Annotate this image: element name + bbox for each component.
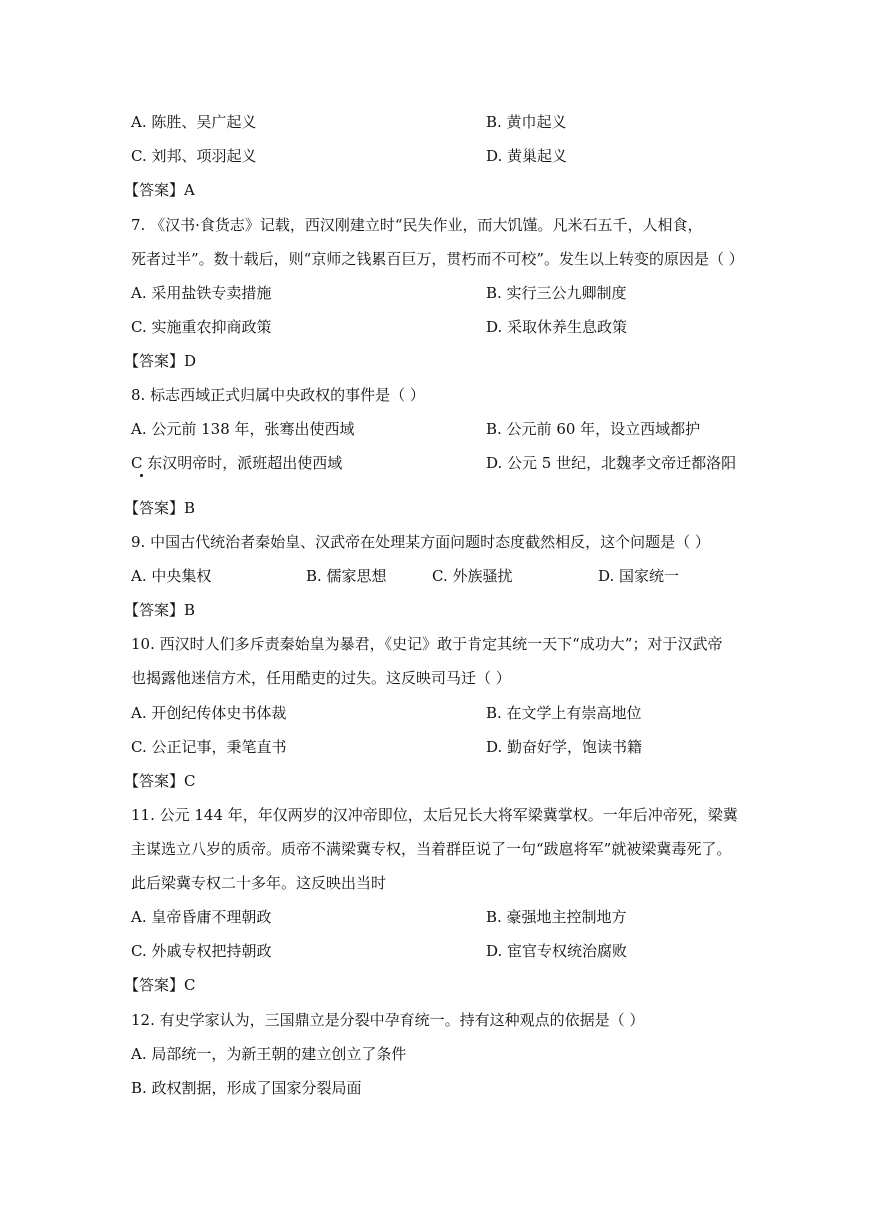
q11-stem-line-2: 主谋选立八岁的质帝。质帝不满梁冀专权，当着群臣说了一句“跋扈将军”就被梁冀毒死了。: [131, 840, 732, 858]
q12-option-b: B. 政权割据，形成了国家分裂局面: [131, 1079, 362, 1097]
q8-option-c: C 东汉明帝时，派班超出使西域: [131, 454, 343, 472]
q9-option-a: A. 中央集权: [131, 567, 212, 585]
q7-stem-line-2: 死者过半”。数十载后，则“京师之钱累百巨万，贯朽而不可校”。发生以上转变的原因是（ ）: [131, 250, 744, 268]
q8-stem: 8. 标志西域正式归属中央政权的事件是（ ）: [131, 386, 425, 404]
q11-option-a: A. 皇帝昏庸不理朝政: [131, 908, 272, 926]
q6-option-b: B. 黄巾起义: [486, 113, 567, 131]
stray-dot-mark: [140, 474, 143, 477]
q9-answer: 【答案】B: [124, 601, 196, 619]
q9-option-d: D. 国家统一: [598, 567, 680, 585]
q7-answer: 【答案】D: [124, 352, 197, 370]
q7-stem-line-1: 7. 《汉书·食货志》记载，西汉刚建立时“民失作业，而大饥馑。凡米石五千，人相食，: [131, 216, 703, 234]
q10-option-a: A. 开创纪传体史书体裁: [131, 704, 287, 722]
q6-option-d: D. 黄巢起义: [486, 147, 568, 165]
q10-stem-line-2: 也揭露他迷信方术，任用酷吏的过失。这反映司马迁（ ）: [131, 669, 511, 687]
q11-stem-line-3: 此后梁冀专权二十多年。这反映出当时: [131, 874, 387, 892]
q6-option-c: C. 刘邦、项羽起义: [131, 147, 257, 165]
q9-stem: 9. 中国古代统治者秦始皇、汉武帝在处理某方面问题时态度截然相反，这个问题是（ ）: [131, 533, 710, 551]
q10-stem-line-1: 10. 西汉时人们多斥责秦始皇为暴君，《史记》敢于肯定其统一天下“成功大”；对于汉武帝: [131, 635, 723, 653]
q7-option-b: B. 实行三公九卿制度: [486, 284, 627, 302]
q6-option-a: A. 陈胜、吴广起义: [131, 113, 257, 131]
q8-answer: 【答案】B: [124, 499, 196, 517]
q8-option-b: B. 公元前 60 年，设立西域都护: [486, 420, 701, 438]
q10-answer: 【答案】C: [124, 772, 196, 790]
q11-option-c: C. 外戚专权把持朝政: [131, 942, 272, 960]
q9-option-c: C. 外族骚扰: [432, 567, 513, 585]
q7-option-d: D. 采取休养生息政策: [486, 318, 628, 336]
q10-option-c: C. 公正记事，秉笔直书: [131, 738, 287, 756]
q12-stem: 12. 有史学家认为，三国鼎立是分裂中孕育统一。持有这种观点的依据是（ ）: [131, 1011, 645, 1029]
q8-option-a: A. 公元前 138 年，张骞出使西域: [131, 420, 355, 438]
q12-option-a: A. 局部统一，为新王朝的建立创立了条件: [131, 1045, 407, 1063]
q7-option-a: A. 采用盐铁专卖措施: [131, 284, 272, 302]
q8-option-d: D. 公元 5 世纪，北魏孝文帝迁都洛阳: [486, 454, 737, 472]
q10-option-d: D. 勤奋好学，饱读书籍: [486, 738, 643, 756]
q10-option-b: B. 在文学上有崇高地位: [486, 704, 642, 722]
q11-answer: 【答案】C: [124, 976, 196, 994]
q9-option-b: B. 儒家思想: [306, 567, 387, 585]
q6-answer: 【答案】A: [124, 181, 195, 199]
q11-option-b: B. 豪强地主控制地方: [486, 908, 627, 926]
q7-option-c: C. 实施重农抑商政策: [131, 318, 272, 336]
q11-stem-line-1: 11. 公元 144 年，年仅两岁的汉冲帝即位，太后兄长大将军梁冀掌权。一年后冲帝死，梁冀: [131, 806, 738, 824]
q11-option-d: D. 宦官专权统治腐败: [486, 942, 628, 960]
